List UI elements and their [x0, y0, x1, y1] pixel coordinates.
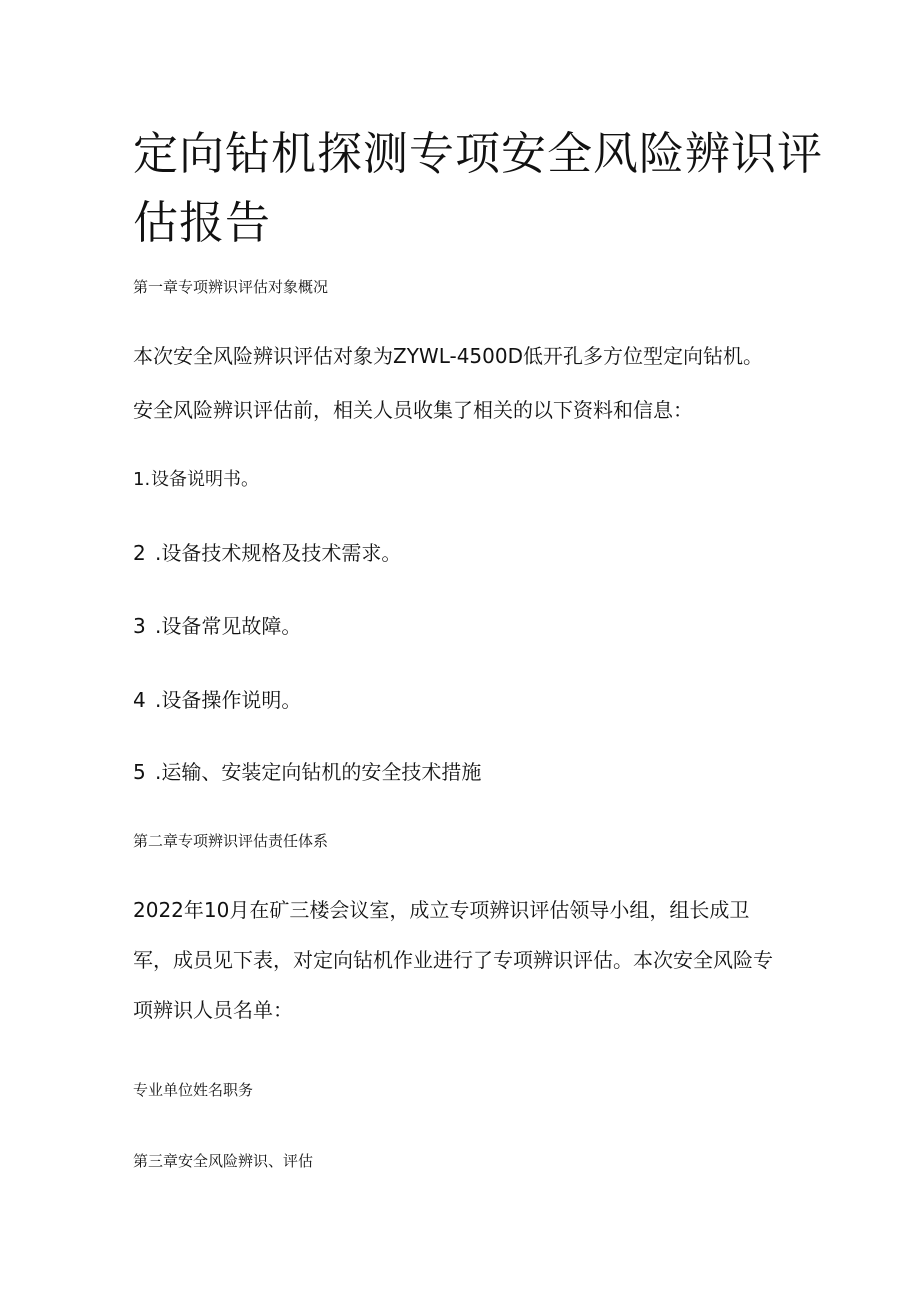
list-item	[133, 756, 481, 785]
list-item-text: .设备常见故障。	[155, 614, 302, 638]
chapter-1-intro-2: 安全风险辨识评估前，相关人员收集了相关的以下资料和信息：	[133, 398, 693, 422]
list-item	[133, 537, 401, 566]
document-title-line-1: 定向钻机探测专项安全风险辨识评	[133, 127, 824, 180]
list-item-number: 4	[133, 688, 146, 712]
chapter-3-heading: 第三章安全风险辨识、评估	[133, 1152, 314, 1170]
chapter-2-paragraph-line-1: 2022年10月在矿三楼会议室，成立专项辨识评估领导小组，组长成卫	[133, 898, 750, 922]
list-item-number: 2	[133, 541, 146, 565]
list-item	[133, 610, 301, 639]
personnel-table-header: 专业单位姓名职务	[133, 1081, 254, 1099]
chapter-2-heading: 第二章专项辨识评估责任体系	[133, 832, 329, 850]
list-item-text: .设备操作说明。	[155, 688, 302, 712]
chapter-1-heading: 第一章专项辨识评估对象概况	[133, 278, 329, 296]
chapter-2-paragraph-line-3: 项辨识人员名单：	[133, 998, 293, 1022]
list-item-number: 3	[133, 614, 146, 638]
list-item-text: .设备技术规格及技术需求。	[155, 541, 402, 565]
list-item-text: 设备说明书。	[151, 469, 259, 490]
chapter-1-intro: 本次安全风险辨识评估对象为ZYWL-4500D低开孔多方位型定向钻机。	[133, 344, 763, 368]
list-item	[133, 465, 259, 491]
document-title-line-2: 估报告	[133, 196, 272, 249]
list-item-number: 5	[133, 760, 146, 784]
list-item	[133, 684, 301, 713]
chapter-2-paragraph-line-2: 军，成员见下表，对定向钻机作业进行了专项辨识评估。本次安全风险专	[133, 948, 773, 972]
list-item-text: .运输、安装定向钻机的安全技术措施	[155, 760, 482, 784]
list-item-number: 1.	[133, 469, 151, 490]
